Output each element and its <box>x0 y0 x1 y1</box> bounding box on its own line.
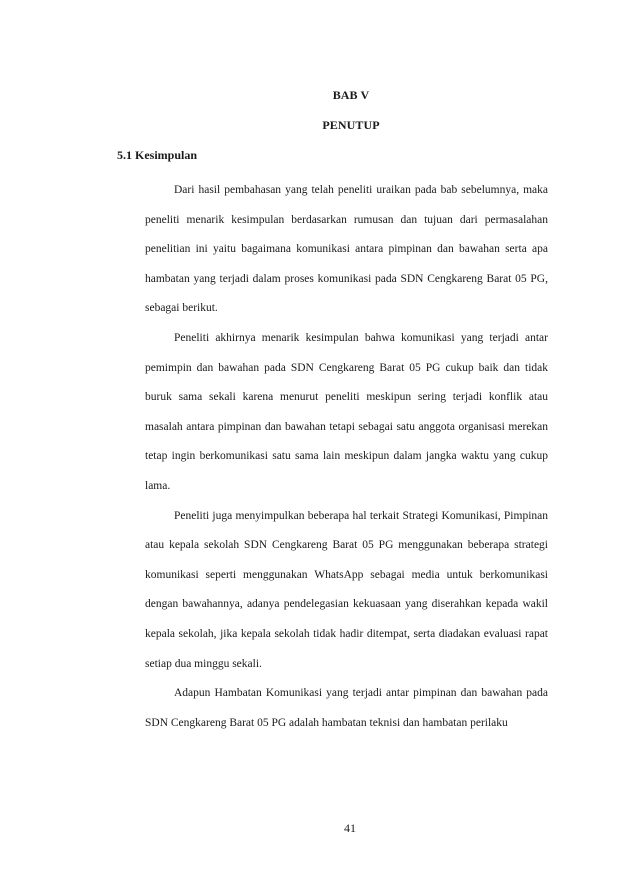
chapter-label: BAB V <box>332 88 370 102</box>
paragraph: Peneliti juga menyimpulkan beberapa hal terkait Strategi Komunikasi, Pimpinan atau kepala sekolah SDN Cengkareng Barat 05 PG menggunakan beberapa strategi komunikasi seperti menggunakan WhatsApp sebagai media untuk berkomunikasi dengan bawahannya, adanya pendelegasian kekuasaan yang diserahkan kepada wakil kepala sekolah, jika kepala sekolah tidak hadir ditempat, serta diadakan evaluasi rapat setiap dua minggu sekali. <box>145 509 548 670</box>
body-text <box>145 176 548 738</box>
paragraph: Dari hasil pembahasan yang telah peneliti uraikan pada bab sebelumnya, maka peneliti menarik kesimpulan berdasarkan rumusan dan tujuan dari permasalahan penelitian ini yaitu bagaimana komunikasi antara pimpinan dan bawahan serta apa hambatan yang terjadi dalam proses komunikasi pada SDN Cengkareng Barat 05 PG, sebagai berikut. <box>145 184 548 315</box>
page-number: 41 <box>344 821 356 835</box>
chapter-title: PENUTUP <box>322 118 380 132</box>
paragraph: Adapun Hambatan Komunikasi yang terjadi antar pimpinan dan bawahan pada SDN Cengkareng Barat 05 PG adalah hambatan teknisi dan hambatan perilaku <box>145 687 548 729</box>
paragraph: Peneliti akhirnya menarik kesimpulan bahwa komunikasi yang terjadi antar pemimpin dan bawahan pada SDN Cengkareng Barat 05 PG cukup baik dan tidak buruk sama sekali karena menurut peneliti meskipun sering terjadi konflik atau masalah antara pimpinan dan bawahan tetapi sebagai satu anggota organisasi merekan tetap ingin berkomunikasi satu sama lain meskipun dalam jangka waktu yang cukup lama. <box>145 331 548 492</box>
section-heading: 5.1 Kesimpulan <box>117 148 198 162</box>
